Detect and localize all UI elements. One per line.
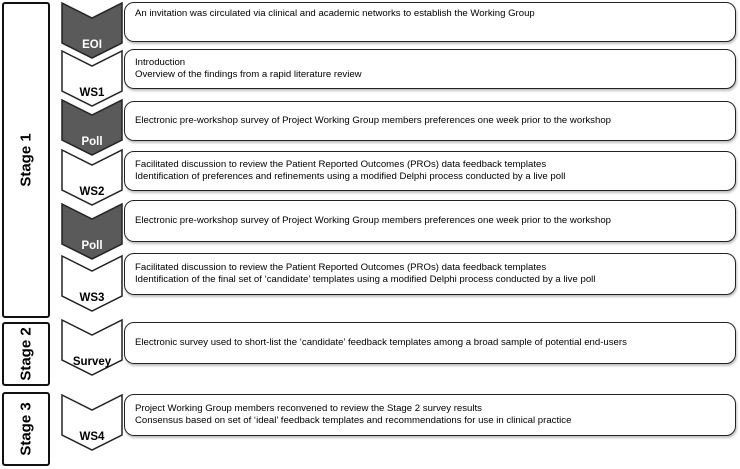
step-box-ws1	[124, 49, 736, 89]
step-box-eoi	[124, 2, 736, 42]
chevron-label: EOI	[82, 39, 102, 51]
step-box-ws3	[124, 253, 736, 295]
step-box-ws4	[124, 394, 736, 436]
step-text: Facilitated discussion to review the Patient Reported Outcomes (PROs) data feedback templates	[135, 262, 547, 273]
chevron-label: Poll	[81, 136, 103, 148]
step-text: Identification of the final set of ‘candidate’ templates using a modified Delphi process conducted by a live poll	[135, 274, 596, 285]
step-text: Introduction	[135, 57, 186, 68]
step-box-survey	[124, 322, 736, 364]
step-text: Identification of preferences and refinements using a modified Delphi process conducted by a live poll	[135, 171, 566, 182]
chevron-label: WS4	[79, 431, 105, 443]
step-text: Electronic survey used to short-list the ‘candidate’ feedback templates among a broad sample of potential end-users	[135, 337, 627, 348]
step-text: Electronic pre-workshop survey of Project Working Group members preferences one week prior to the workshop	[135, 115, 611, 126]
chevron-label: WS2	[79, 186, 105, 198]
chevron-label: Poll	[81, 240, 103, 252]
chevron-label: WS1	[79, 87, 105, 99]
step-text: Project Working Group members reconvened to review the Stage 2 survey results	[135, 403, 482, 414]
step-text: Overview of the findings from a rapid literature review	[135, 69, 362, 80]
step-text: Electronic pre-workshop survey of Project Working Group members preferences one week prior to the workshop	[135, 215, 611, 226]
step-box-ws2	[124, 151, 736, 191]
stage-1-label: Stage 1	[17, 133, 35, 187]
step-box-poll-1	[124, 101, 736, 141]
step-text: Facilitated discussion to review the Patient Reported Outcomes (PROs) data feedback templates	[135, 159, 547, 170]
chevron-label: WS3	[79, 292, 105, 304]
stage-3-label: Stage 3	[17, 402, 35, 456]
step-text: Consensus based on set of ‘ideal’ feedback templates and recommendations for use in clinical practice	[135, 415, 572, 426]
step-text: An invitation was circulated via clinical and academic networks to establish the Working Group	[135, 8, 535, 19]
stage-2-label: Stage 2	[17, 327, 35, 381]
step-box-poll-2	[124, 200, 736, 242]
chevron-label: Survey	[72, 356, 112, 368]
